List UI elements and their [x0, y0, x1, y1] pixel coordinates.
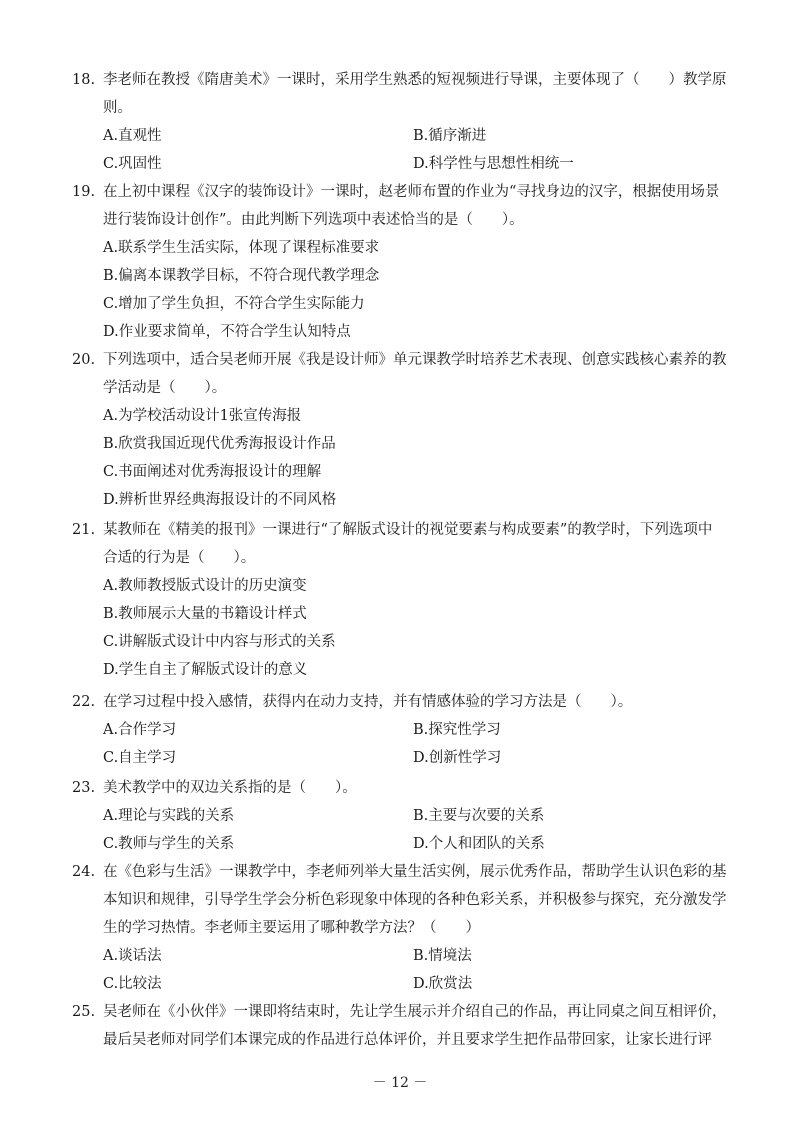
option-b[interactable]: B.主要与次要的关系 — [413, 808, 545, 824]
option-a[interactable]: A.为学校活动设计1张宣传海报 — [103, 408, 302, 424]
option-d[interactable]: D.创新性学习 — [413, 750, 502, 766]
option-d[interactable]: D.欣赏法 — [413, 976, 473, 992]
option-a[interactable]: A.谈话法 — [103, 948, 162, 964]
question-23 — [72, 774, 732, 858]
option-d[interactable]: D.辨析世界经典海报设计的不同风格 — [103, 492, 337, 508]
option-a[interactable]: A.直观性 — [103, 128, 162, 144]
question-stem-line: 美术教学中的双边关系指的是（ ）。 — [103, 780, 357, 796]
option-b[interactable]: B.偏离本课教学目标，不符合现代教学理念 — [103, 268, 380, 284]
option-c[interactable]: C.自主学习 — [103, 750, 177, 766]
page-number: － 12 － — [372, 1075, 428, 1091]
options-list — [72, 572, 732, 684]
option-a[interactable]: A.合作学习 — [103, 722, 177, 738]
question-24 — [72, 858, 732, 998]
question-stem-line: 最后吴老师对同学们本课完成的作品进行总体评价，并且要求学生把作品带回家，让家长进行评 — [103, 1032, 712, 1048]
option-d[interactable]: D.学生自主了解版式设计的意义 — [103, 662, 308, 678]
option-b[interactable]: B.情境法 — [413, 948, 472, 964]
options-grid — [72, 802, 732, 858]
question-stem-line: 生的学习热情。李老师主要运用了哪种教学方法？（ ） — [103, 920, 480, 936]
question-stem-line: 李老师在教授《隋唐美术》一课时，采用学生熟悉的短视频进行导课，主要体现了（ ）教学原 — [103, 72, 727, 88]
option-c[interactable]: C.讲解版式设计中内容与形式的关系 — [103, 634, 336, 650]
question-21 — [72, 516, 732, 684]
option-c[interactable]: C.巩固性 — [103, 156, 162, 172]
question-number: 18. — [72, 72, 96, 88]
question-stem-line: 某教师在《精美的报刊》一课进行“了解版式设计的视觉要素与构成要素”的教学时，下列选项中 — [103, 522, 713, 538]
question-25 — [72, 998, 732, 1054]
option-c[interactable]: C.书面阐述对优秀海报设计的理解 — [103, 464, 322, 480]
question-stem-line: 在学习过程中投入感情，获得内在动力支持，并有情感体验的学习方法是（ ）。 — [103, 694, 633, 710]
question-number: 25. — [72, 1004, 96, 1020]
question-number: 23. — [72, 780, 96, 796]
options-grid — [72, 716, 732, 772]
question-stem-line: 进行装饰设计创作”。由此判断下列选项中表述恰当的是（ ）。 — [103, 212, 524, 228]
option-b[interactable]: B.探究性学习 — [413, 722, 501, 738]
question-number: 19. — [72, 184, 96, 200]
question-number: 22. — [72, 694, 96, 710]
option-a[interactable]: A.教师教授版式设计的历史演变 — [103, 578, 307, 594]
question-19 — [72, 178, 732, 346]
option-c[interactable]: C.增加了学生负担，不符合学生实际能力 — [103, 296, 365, 312]
question-stem-line: 则。 — [103, 100, 132, 116]
option-b[interactable]: B.教师展示大量的书籍设计样式 — [103, 606, 307, 622]
question-stem-line: 学活动是（ ）。 — [103, 380, 227, 396]
question-stem-line: 在《色彩与生活》一课教学中，李老师列举大量生活实例，展示优秀作品，帮助学生认识色彩的基 — [103, 864, 727, 880]
question-number: 24. — [72, 864, 96, 880]
option-d[interactable]: D.作业要求简单，不符合学生认知特点 — [103, 324, 351, 340]
question-number: 21. — [72, 522, 96, 538]
options-list — [72, 234, 732, 346]
question-stem-line: 本知识和规律，引导学生学会分析色彩现象中体现的各种色彩关系，并积极参与探究，充分激发学 — [103, 892, 727, 908]
question-20 — [72, 346, 732, 514]
option-b[interactable]: B.循序渐进 — [413, 128, 487, 144]
options-list — [72, 402, 732, 514]
option-d[interactable]: D.个人和团队的关系 — [413, 836, 545, 852]
options-grid — [72, 122, 732, 178]
question-22 — [72, 688, 732, 772]
option-c[interactable]: C.比较法 — [103, 976, 162, 992]
option-b[interactable]: B.欣赏我国近现代优秀海报设计作品 — [103, 436, 336, 452]
options-grid — [72, 942, 732, 998]
question-18 — [72, 66, 732, 178]
question-stem-line: 吴老师在《小伙伴》一课即将结束时，先让学生展示并介绍自己的作品，再让同桌之间互相评价， — [103, 1004, 727, 1020]
question-stem-line: 在上初中课程《汉字的装饰设计》一课时，赵老师布置的作业为“寻找身边的汉字，根据使用场景 — [103, 184, 720, 200]
question-stem-line: 下列选项中，适合吴老师开展《我是设计师》单元课教学时培养艺术表现、创意实践核心素养的教 — [103, 352, 727, 368]
option-a[interactable]: A.联系学生生活实际，体现了课程标准要求 — [103, 240, 380, 256]
option-a[interactable]: A.理论与实践的关系 — [103, 808, 235, 824]
option-c[interactable]: C.教师与学生的关系 — [103, 836, 235, 852]
option-d[interactable]: D.科学性与思想性相统一 — [413, 156, 574, 172]
question-number: 20. — [72, 352, 96, 368]
question-stem-line: 合适的行为是（ ）。 — [103, 550, 256, 566]
